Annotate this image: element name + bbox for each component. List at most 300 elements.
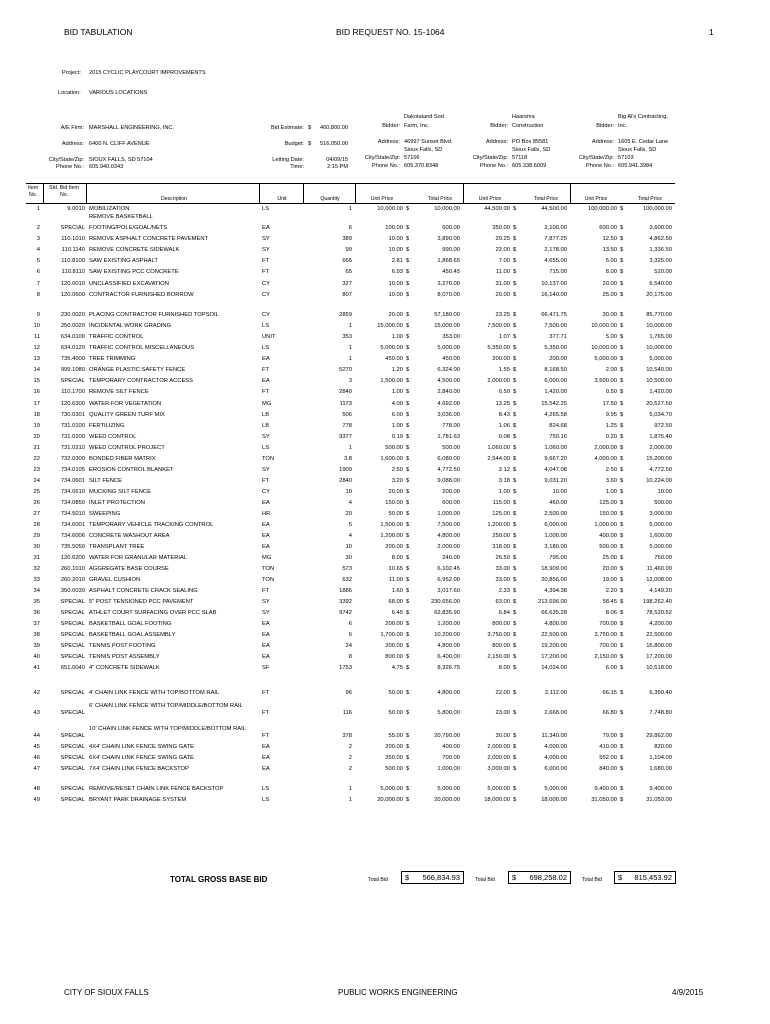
bidder2-total-price: 6,000.00 [544, 766, 567, 772]
bidder1-phone: 605.370.8348 [404, 163, 439, 169]
bidder3-dollar-sign: $ [620, 690, 624, 696]
estimate-dollar: $ [308, 125, 312, 131]
item-unit: EA [262, 544, 270, 550]
total-bid-label-3: Total Bid [582, 877, 602, 883]
table-row [0, 588, 770, 597]
bidder2-dollar-sign: $ [513, 467, 517, 473]
bidder1-total-price: 600.00 [442, 500, 460, 506]
std-bid-item-number: SPECIAL [60, 621, 85, 627]
item-description: MUCKING SILT FENCE [89, 489, 151, 495]
table-row [0, 214, 770, 223]
bidder3-dollar-sign: $ [620, 566, 624, 572]
bidder2-total-price: 824.68 [549, 423, 567, 429]
bidder3-unit-price: 1,000.00 [594, 522, 617, 528]
bidder3-dollar-sign: $ [620, 334, 624, 340]
item-quantity: 573 [342, 566, 352, 572]
bidder3-total-price: 20,527.50 [646, 401, 672, 407]
bidder2-unit-price: 63.00 [495, 599, 510, 605]
bidder2-unit-price: 23.25 [495, 312, 510, 318]
bidder3-total-price: 820.00 [654, 744, 672, 750]
bidder1-dollar-sign: $ [406, 401, 410, 407]
item-unit: EA [262, 643, 270, 649]
col-item-no: No. [28, 192, 38, 198]
item-number: 21 [33, 445, 40, 451]
table-row [0, 511, 770, 520]
bidder2-unit-price: 1,200.00 [487, 522, 510, 528]
table-row [0, 323, 770, 332]
item-number: 4 [36, 247, 40, 253]
std-bid-item-number: 110.8110 [61, 269, 85, 275]
bidder2-phone-label: Phone No.: [480, 163, 508, 169]
bidder3-dollar-sign: $ [620, 345, 624, 351]
bidder2-city-label: City/State/Zip: [472, 155, 508, 161]
bidder1-total-price: 6,102.45 [437, 566, 460, 572]
bidder1-unit-price: 500.00 [385, 766, 403, 772]
bidder1-total-price: 3,036.00 [437, 412, 460, 418]
item-unit: FT [262, 389, 270, 395]
total-bid-box-2 [508, 871, 571, 884]
bidder1-unit-price: 5,000.00 [380, 786, 403, 792]
estimate-label: Bid Estimate: [271, 125, 304, 131]
bidder3-unit-price: 3,750.00 [594, 632, 617, 638]
bidder2-unit-price: 0.50 [498, 389, 510, 395]
bidder3-total-price: 2,000.00 [649, 445, 672, 451]
bidder2-dollar-sign: $ [513, 236, 517, 242]
bidder2-unit-price: 26.50 [495, 555, 510, 561]
std-bid-item-number: 732.0300 [60, 456, 85, 462]
item-description: BASKETBALL GOAL ASSEMBLY [89, 632, 176, 638]
bidder3-dollar-sign: $ [620, 269, 624, 275]
bidder2-unit-price: 2.12 [498, 467, 510, 473]
bidder2-unit-price: 20.00 [495, 292, 510, 298]
bidder3-dollar-sign: $ [620, 225, 624, 231]
bidder2-dollar-sign: $ [513, 665, 517, 671]
total-dollar-3: $ [618, 873, 623, 882]
item-quantity: 1 [348, 445, 352, 451]
bidder2-dollar-sign: $ [513, 533, 517, 539]
bidder3-label: Bidder: [596, 123, 614, 129]
bidder1-total-price: 990.00 [442, 247, 460, 253]
table-row [0, 665, 770, 674]
table-row [0, 654, 770, 663]
bidder3-dollar-sign: $ [620, 445, 624, 451]
bidder3-dollar-sign: $ [620, 588, 624, 594]
bidder1-dollar-sign: $ [406, 312, 410, 318]
bidder3-unit-price: 19.00 [602, 577, 617, 583]
bidder2-dollar-sign: $ [513, 566, 517, 572]
bidder2-total-price: 750.16 [549, 434, 567, 440]
bidder1-unit-price: 500.00 [385, 445, 403, 451]
item-quantity: 378 [342, 733, 352, 739]
item-quantity: 6 [348, 225, 352, 231]
bidder1-total-price: 20,000.00 [434, 797, 460, 803]
table-row [0, 345, 770, 354]
table-row [0, 412, 770, 421]
std-bid-item-number: 734.6006 [60, 533, 85, 539]
bidder2-dollar-sign: $ [513, 744, 517, 750]
bidder3-unit-price: 6.00 [605, 665, 617, 671]
bidder1-total-price: 8,070.00 [437, 292, 460, 298]
bidder1-dollar-sign: $ [406, 345, 410, 351]
bidder3-total-price: 31,050.00 [646, 797, 672, 803]
bidder2-dollar-sign: $ [513, 511, 517, 517]
item-number: 39 [33, 643, 40, 649]
bidder1-total-price: 6,400.00 [437, 654, 460, 660]
bidder3-unit-price: 500.00 [599, 544, 617, 550]
bidder2-total-price: 10,137.00 [541, 281, 567, 287]
bidder3-unit-price: 13.50 [602, 247, 617, 253]
item-description: REMOVE/RESET CHAIN LINK FENCE BACKSTOP [89, 786, 224, 792]
item-unit: TON [262, 456, 275, 462]
bidder2-unit-price: 22.00 [495, 247, 510, 253]
std-bid-item-number: SPECIAL [60, 643, 85, 649]
bidder3-unit-price: 600.00 [599, 225, 617, 231]
bidder1-unit-price: 6.93 [391, 269, 403, 275]
item-number: 6 [36, 269, 40, 275]
col-total-price-3: Total Price [637, 196, 663, 202]
bidder1-unit-price: 1.00 [391, 423, 403, 429]
bidder3-dollar-sign: $ [620, 511, 624, 517]
item-number: 14 [33, 367, 40, 373]
bidder1-total-price: 1,200.00 [437, 621, 460, 627]
bidder3-unit-price: 20.00 [602, 281, 617, 287]
bidder3-unit-price: 25.00 [602, 555, 617, 561]
bidder2-dollar-sign: $ [513, 500, 517, 506]
bidder1-dollar-sign: $ [406, 247, 410, 253]
bidder2-total-price: 5,350.00 [544, 345, 567, 351]
col-sep [303, 183, 304, 203]
bidder2-total-price: 213,696.00 [537, 599, 567, 605]
bidder1-name-line1: Dakotaland Sod [404, 114, 444, 120]
table-row [0, 281, 770, 290]
total-dollar-2: $ [512, 873, 517, 882]
bidder1-unit-price: 1,500.00 [380, 522, 403, 528]
bidder2-unit-price: 33.00 [495, 566, 510, 572]
footer-department: PUBLIC WORKS ENGINEERING [338, 988, 458, 997]
col-std-no: No. [59, 192, 69, 198]
bidder2-dollar-sign: $ [513, 599, 517, 605]
item-number: 41 [33, 665, 40, 671]
bidder2-total-price: 66,635.28 [541, 610, 567, 616]
time-value: 2:15 PM [327, 164, 348, 170]
table-row [0, 401, 770, 410]
item-unit: FT [262, 478, 270, 484]
bidder1-total-price: 200.00 [442, 489, 460, 495]
item-description: REMOVE BASKETBALL [89, 214, 153, 220]
item-quantity: 3392 [339, 599, 352, 605]
item-quantity: 1 [348, 797, 352, 803]
bidder1-total-price: 62,835.90 [434, 610, 460, 616]
bidder3-dollar-sign: $ [620, 610, 624, 616]
bidder3-unit-price: 125.00 [599, 500, 617, 506]
bidder3-total-price: 3,000.00 [649, 511, 672, 517]
bidder1-total-price: 778.00 [442, 423, 460, 429]
std-bid-item-number: SPECIAL [60, 766, 85, 772]
bidder2-total-price: 460.00 [549, 500, 567, 506]
total-bid-value-1: 566,834.93 [422, 873, 460, 882]
bidder2-dollar-sign: $ [513, 258, 517, 264]
bidder1-address1: 46997 Sunset Blvd. [404, 139, 453, 145]
bidder3-dollar-sign: $ [620, 367, 624, 373]
std-bid-item-number: 120.6200 [60, 555, 85, 561]
bidder2-total-price: 4,655.00 [544, 258, 567, 264]
bidder2-total-price: 715.00 [549, 269, 567, 275]
bidder3-unit-price: 2.20 [605, 588, 617, 594]
std-bid-item-number: 731.0200 [60, 434, 85, 440]
item-unit: TON [262, 577, 275, 583]
total-bid-box-3 [614, 871, 676, 884]
bidder3-dollar-sign: $ [620, 478, 624, 484]
bidder1-total-price: 5,800.00 [437, 710, 460, 716]
bidder1-dollar-sign: $ [406, 544, 410, 550]
bidder2-dollar-sign: $ [513, 456, 517, 462]
bidder3-total-price: 22,500.00 [646, 632, 672, 638]
item-number: 8 [36, 292, 40, 298]
bidder3-name-line1: Big Al's Contracting, [618, 114, 668, 120]
item-description: GRAVEL CUSHION [89, 577, 141, 583]
item-quantity: 1886 [339, 588, 352, 594]
item-unit: SF [262, 665, 270, 671]
item-quantity: 8 [348, 654, 352, 660]
item-unit: EA [262, 225, 270, 231]
bidder2-total-price: 15,542.25 [541, 401, 567, 407]
item-number: 27 [33, 511, 40, 517]
bidder1-total-price: 4,772.50 [437, 467, 460, 473]
bidder2-unit-price: 2,000.00 [487, 755, 510, 761]
bidder1-dollar-sign: $ [406, 710, 410, 716]
bidder2-dollar-sign: $ [513, 434, 517, 440]
bidder2-dollar-sign: $ [513, 478, 517, 484]
bidder3-dollar-sign: $ [620, 797, 624, 803]
bidder1-phone-label: Phone No.: [372, 163, 400, 169]
table-row [0, 367, 770, 376]
item-description: QUALITY GREEN TURF MIX [89, 412, 165, 418]
bidder1-total-price: 9,088.00 [437, 478, 460, 484]
bidder3-unit-price: 9,400.00 [594, 786, 617, 792]
bidder3-unit-price: 12.50 [602, 236, 617, 242]
item-description: 10' CHAIN LINK FENCE WITH TOP/MIDDLE/BOTTOM RAIL [89, 726, 247, 732]
item-description: INCIDENTAL WORK GRADING [89, 323, 172, 329]
table-row [0, 690, 770, 699]
bidder2-dollar-sign: $ [513, 555, 517, 561]
address-value: 6400 N. CLIFF AVENUE [89, 141, 150, 147]
bidder2-unit-price: 44,500.00 [484, 206, 510, 212]
item-quantity: 3.8 [343, 456, 352, 462]
bidder3-dollar-sign: $ [620, 577, 624, 583]
item-description: 4' CHAIN LINK FENCE WITH TOP/BOTTOM RAIL [89, 690, 220, 696]
bidder1-total-price: 4,800.00 [437, 643, 460, 649]
std-bid-item-number: 734.6001 [60, 522, 85, 528]
table-row [0, 797, 770, 806]
item-unit: EA [262, 533, 270, 539]
item-quantity: 2859 [339, 312, 352, 318]
bidder1-total-price: 4,800.00 [437, 690, 460, 696]
item-quantity: 24 [345, 643, 352, 649]
bidder1-unit-price: 1,500.00 [380, 378, 403, 384]
bidder2-total-price: 18,909.00 [541, 566, 567, 572]
item-description: PLACING CONTRACTOR FURNISHED TOPSOIL [89, 312, 219, 318]
std-bid-item-number: 260.1010 [60, 566, 85, 572]
total-bid-label-2: Total Bid [475, 877, 495, 883]
bidder2-unit-price: 22.00 [495, 690, 510, 696]
bidder1-total-price: 3,890.00 [437, 236, 460, 242]
table-row [0, 703, 770, 719]
bidder2-dollar-sign: $ [513, 412, 517, 418]
bidder3-total-price: 520.00 [654, 269, 672, 275]
bidder2-unit-price: 13.25 [495, 401, 510, 407]
bidder3-unit-price: 79.00 [602, 733, 617, 739]
bidder1-dollar-sign: $ [406, 334, 410, 340]
bidder1-unit-price: 1.20 [391, 367, 403, 373]
footer-city: CITY OF SIOUX FALLS [64, 988, 149, 997]
item-unit: EA [262, 744, 270, 750]
bidder1-total-price: 700.00 [442, 755, 460, 761]
item-unit: FT [262, 690, 270, 696]
bidder3-total-price: 11,460.00 [646, 566, 672, 572]
bidder3-unit-price: 8.06 [605, 610, 617, 616]
table-row [0, 312, 770, 321]
total-bid-box-1 [401, 871, 464, 884]
bidder1-dollar-sign: $ [406, 577, 410, 583]
bidder2-label: Bidder: [490, 123, 508, 129]
bidder2-address2: Sioux Falls, SD [512, 147, 551, 153]
item-unit: SY [262, 599, 270, 605]
bidder3-address1: 1605 E. Cedar Lane [618, 139, 669, 145]
bidder2-total-price: 7,877.25 [544, 236, 567, 242]
item-unit: FT [262, 588, 270, 594]
bidder2-name-line1: Haarsma [512, 114, 535, 120]
item-unit: SY [262, 467, 270, 473]
item-unit: MG [262, 401, 272, 407]
item-quantity: 4 [348, 533, 352, 539]
table-row [0, 522, 770, 531]
item-number: 29 [33, 533, 40, 539]
bidder3-unit-price: 1.00 [605, 489, 617, 495]
bidder3-total-price: 1,420.00 [649, 389, 672, 395]
item-quantity: 389 [342, 236, 352, 242]
table-row [0, 786, 770, 795]
bidder3-dollar-sign: $ [620, 786, 624, 792]
bidder1-unit-price: 200.00 [385, 744, 403, 750]
table-row [0, 445, 770, 454]
item-unit: CY [262, 312, 271, 318]
bidder3-total-price: 1,600.00 [649, 533, 672, 539]
bidder2-dollar-sign: $ [513, 733, 517, 739]
bidder3-total-price: 1,875.40 [649, 434, 672, 440]
bidder1-dollar-sign: $ [406, 258, 410, 264]
bidder2-total-price: 8,168.50 [544, 367, 567, 373]
bidder3-total-price: 6,540.00 [649, 281, 672, 287]
item-quantity: 327 [342, 281, 352, 287]
item-number: 34 [33, 588, 40, 594]
bidder2-total-price: 19,200.00 [541, 643, 567, 649]
item-unit: TON [262, 566, 275, 572]
item-unit: CY [262, 489, 271, 495]
table-row [0, 566, 770, 575]
bidder1-dollar-sign: $ [406, 423, 410, 429]
bidder1-dollar-sign: $ [406, 367, 410, 373]
bidder2-unit-price: 7,500.00 [487, 323, 510, 329]
bidder3-total-price: 3,600.00 [649, 225, 672, 231]
bidder2-unit-price: 5,000.00 [487, 786, 510, 792]
item-unit: UNIT [262, 334, 276, 340]
bidder1-dollar-sign: $ [406, 434, 410, 440]
std-bid-item-number: 634.0100 [60, 334, 85, 340]
table-row [0, 389, 770, 398]
bidder2-unit-price: 20.25 [495, 236, 510, 242]
bidder1-dollar-sign: $ [406, 378, 410, 384]
std-bid-item-number: 731.0210 [60, 445, 85, 451]
item-description: BASKETBALL GOAL FOOTING [89, 621, 172, 627]
std-bid-item-number: 350.0030 [60, 588, 85, 594]
bidder3-dollar-sign: $ [620, 323, 624, 329]
item-description: 4" CONCRETE SIDEWALK [89, 665, 160, 671]
bidder2-unit-price: 1.00 [498, 489, 510, 495]
bidder2-unit-price: 3,000.00 [487, 766, 510, 772]
bidder3-dollar-sign: $ [620, 467, 624, 473]
item-number: 47 [33, 766, 40, 772]
bidder3-dollar-sign: $ [620, 423, 624, 429]
bidder2-total-price: 4,800.00 [544, 621, 567, 627]
std-bid-item-number: 120.0010 [60, 281, 85, 287]
bidder2-address-label: Address: [485, 139, 508, 145]
table-row [0, 744, 770, 753]
bidder1-dollar-sign: $ [406, 610, 410, 616]
bidder1-total-price: 1,000.00 [437, 511, 460, 517]
item-number: 48 [33, 786, 40, 792]
bidder1-dollar-sign: $ [406, 269, 410, 275]
bidder3-unit-price: 4,000.00 [594, 456, 617, 462]
item-unit: LS [262, 323, 270, 329]
item-quantity: 632 [342, 577, 352, 583]
item-quantity: 1 [348, 323, 352, 329]
bidder1-total-price: 3,270.00 [437, 281, 460, 287]
item-number: 43 [33, 710, 40, 716]
bidder2-unit-price: 3.18 [498, 478, 510, 484]
item-number: 23 [33, 467, 40, 473]
col-description: Description [161, 196, 187, 202]
bidder3-dollar-sign: $ [620, 312, 624, 318]
bidder1-dollar-sign: $ [406, 744, 410, 750]
bidder1-total-price: 450.00 [442, 356, 460, 362]
bidder1-total-price: 230,656.00 [430, 599, 460, 605]
bidder3-dollar-sign: $ [620, 599, 624, 605]
bidder3-unit-price: 2,150.00 [594, 654, 617, 660]
item-description: WATER FOR VEGETATION [89, 401, 162, 407]
bidder2-dollar-sign: $ [513, 281, 517, 287]
bidder2-total-price: 377.71 [549, 334, 567, 340]
table-row [0, 726, 770, 742]
item-quantity: 3 [348, 378, 352, 384]
bidder2-dollar-sign: $ [513, 797, 517, 803]
bidder2-unit-price: 2,544.00 [487, 456, 510, 462]
table-row [0, 610, 770, 619]
item-number: 38 [33, 632, 40, 638]
bidder3-address2: Sioux Falls, SD [618, 147, 657, 153]
std-bid-item-number: SPECIAL [60, 610, 85, 616]
col-sep [570, 183, 571, 203]
item-description: 5" POST TENSIONED PCC PAVEMENT [89, 599, 194, 605]
bidder2-unit-price: 2.33 [498, 588, 510, 594]
bidder2-total-price: 4,047.08 [544, 467, 567, 473]
city-value: SIOUX FALLS, SD 57104 [89, 157, 153, 163]
bidder1-total-price: 500.00 [442, 445, 460, 451]
std-bid-item-number: SPECIAL [60, 744, 85, 750]
col-sep [86, 183, 87, 203]
col-sep [463, 183, 464, 203]
bidder3-total-price: 5,000.00 [649, 522, 672, 528]
bidder2-dollar-sign: $ [513, 766, 517, 772]
